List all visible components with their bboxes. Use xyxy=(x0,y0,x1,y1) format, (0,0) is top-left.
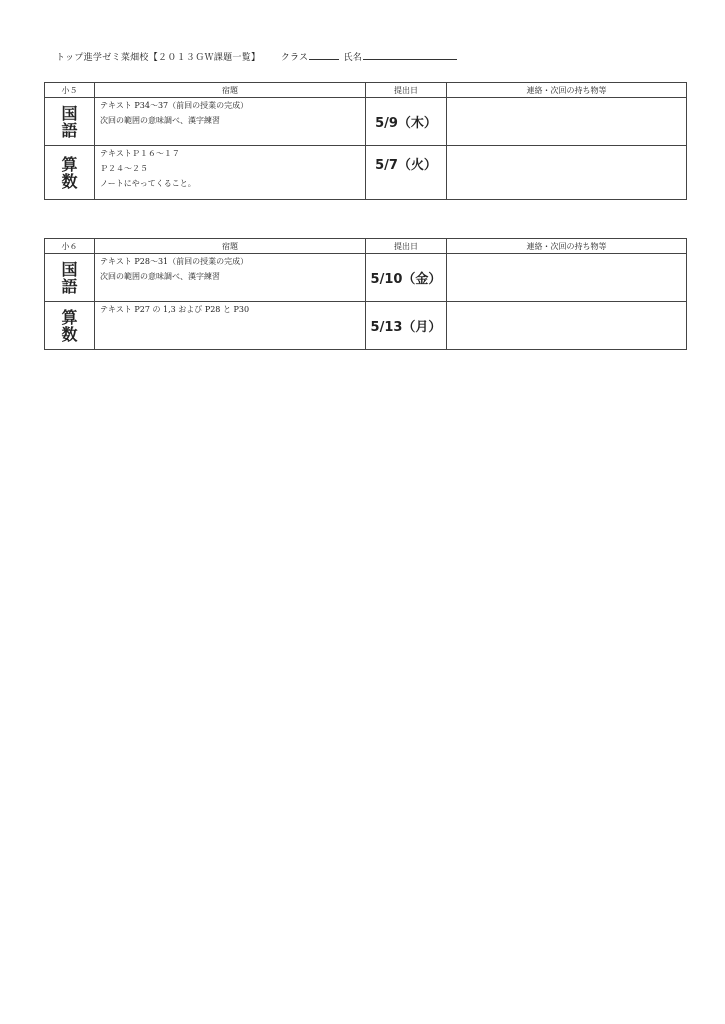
due-date: 5/13（月） xyxy=(366,302,447,350)
page-header xyxy=(56,50,458,63)
homework-line: ノートにやってくること。 xyxy=(100,179,196,188)
homework-cell xyxy=(95,98,366,146)
table-header-row xyxy=(45,239,687,254)
subject-char: 語 xyxy=(61,276,78,296)
homework-header: 宿題 xyxy=(95,83,366,98)
grade-header: 小５ xyxy=(45,83,95,98)
table-header-row xyxy=(45,83,687,98)
subject-cell xyxy=(45,254,95,302)
table-row xyxy=(45,302,687,350)
homework-line: テキスト P28～31（前回の授業の完成） xyxy=(100,257,249,266)
homework-cell xyxy=(95,302,366,350)
due-date: 5/9（木） xyxy=(366,98,447,146)
notes-header: 連絡・次回の持ち物等 xyxy=(447,83,687,98)
notes-header: 連絡・次回の持ち物等 xyxy=(447,239,687,254)
subject-char: 算 xyxy=(61,307,78,327)
homework-line: テキスト P27 の 1,3 および P28 と P30 xyxy=(100,305,250,314)
homework-line: Ｐ２４～２５ xyxy=(100,164,148,173)
subject-char: 国 xyxy=(61,259,78,279)
notes-cell xyxy=(447,98,687,146)
table-row xyxy=(45,254,687,302)
name-label: 氏名 xyxy=(343,53,363,63)
due-header: 提出日 xyxy=(366,239,447,254)
homework-cell xyxy=(95,254,366,302)
grade-header: 小６ xyxy=(45,239,95,254)
homework-header: 宿題 xyxy=(95,239,366,254)
name-blank[interactable] xyxy=(363,50,457,60)
subject-cell xyxy=(45,98,95,146)
subject-char: 数 xyxy=(61,171,78,191)
table-row xyxy=(45,146,687,200)
due-header: 提出日 xyxy=(366,83,447,98)
homework-line: 次回の範囲の意味調べ、漢字練習 xyxy=(100,272,220,281)
homework-cell xyxy=(95,146,366,200)
subject-cell xyxy=(45,146,95,200)
homework-table-grade5 xyxy=(44,82,687,200)
homework-line: テキストＰ１６～１７ xyxy=(100,149,180,158)
due-date: 5/7（火） xyxy=(366,146,447,200)
class-label: クラス xyxy=(280,53,309,63)
homework-line: 次回の範囲の意味調べ、漢字練習 xyxy=(100,116,220,125)
class-blank[interactable] xyxy=(309,50,339,60)
notes-cell xyxy=(447,302,687,350)
subject-char: 数 xyxy=(61,324,78,344)
table-row xyxy=(45,98,687,146)
due-date: 5/10（金） xyxy=(366,254,447,302)
subject-cell xyxy=(45,302,95,350)
homework-table-grade6 xyxy=(44,238,687,350)
homework-line: テキスト P34～37（前回の授業の完成） xyxy=(100,101,249,110)
notes-cell xyxy=(447,146,687,200)
subject-char: 算 xyxy=(61,154,78,174)
subject-char: 語 xyxy=(61,120,78,140)
subject-char: 国 xyxy=(61,103,78,123)
page-title: トップ進学ゼミ菜畑校【２０１３ＧＷ課題一覧】 xyxy=(56,53,261,63)
notes-cell xyxy=(447,254,687,302)
